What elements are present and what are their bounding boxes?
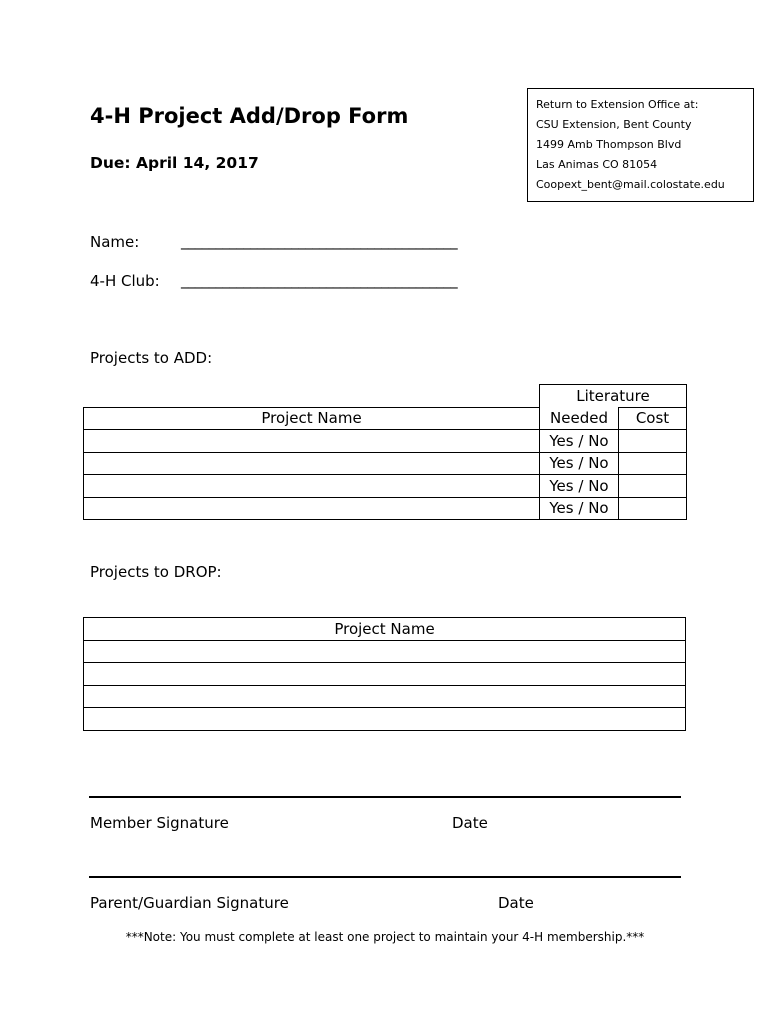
return-email: Coopext_bent@mail.colostate.edu [536,178,725,191]
cost-cell[interactable] [619,475,687,498]
name-field[interactable]: ________________________________________ [181,232,458,250]
form-title: 4-H Project Add/Drop Form [90,104,409,128]
drop-section-label: Projects to DROP: [90,563,222,581]
add-projects-table [83,384,687,520]
project-name-cell[interactable] [84,640,686,663]
parent-date-label: Date [498,894,534,912]
table-row [84,663,686,686]
club-field[interactable]: ________________________________________ [181,271,458,289]
table-row [84,497,687,520]
table-row [84,640,686,663]
return-line: 1499 Amb Thompson Blvd [536,138,682,151]
project-name-cell[interactable] [84,430,540,453]
cost-cell[interactable] [619,497,687,520]
table-row [84,708,686,731]
project-name-cell[interactable] [84,452,540,475]
table-row [84,452,687,475]
return-line: Las Animas CO 81054 [536,158,658,171]
needed-header: Needed [540,407,619,430]
project-name-header: Project Name [84,618,686,641]
literature-needed-cell[interactable]: Yes / No [540,497,619,520]
return-line: Return to Extension Office at: [536,98,699,111]
cost-cell[interactable] [619,430,687,453]
name-label: Name: [90,233,140,251]
return-line: CSU Extension, Bent County [536,118,692,131]
project-name-cell[interactable] [84,663,686,686]
project-name-cell[interactable] [84,685,686,708]
literature-header: Literature [540,385,687,408]
project-name-cell[interactable] [84,708,686,731]
member-date-label: Date [452,814,488,832]
member-signature-line[interactable] [89,796,681,798]
member-signature-label: Member Signature [90,814,229,832]
literature-needed-cell[interactable]: Yes / No [540,475,619,498]
literature-needed-cell[interactable]: Yes / No [540,430,619,453]
table-row [84,475,687,498]
due-date: Due: April 14, 2017 [90,154,259,172]
table-row [84,430,687,453]
project-name-cell[interactable] [84,475,540,498]
parent-signature-label: Parent/Guardian Signature [90,894,289,912]
add-section-label: Projects to ADD: [90,349,213,367]
cost-header: Cost [619,407,687,430]
project-name-header: Project Name [84,407,540,430]
cost-cell[interactable] [619,452,687,475]
project-name-cell[interactable] [84,497,540,520]
table-row [84,685,686,708]
parent-signature-line[interactable] [89,876,681,878]
club-label: 4-H Club: [90,272,160,290]
literature-needed-cell[interactable]: Yes / No [540,452,619,475]
drop-projects-table [83,617,686,731]
return-address-box [527,88,754,202]
membership-note: ***Note: You must complete at least one project to maintain your 4-H membership.*** [125,930,645,944]
